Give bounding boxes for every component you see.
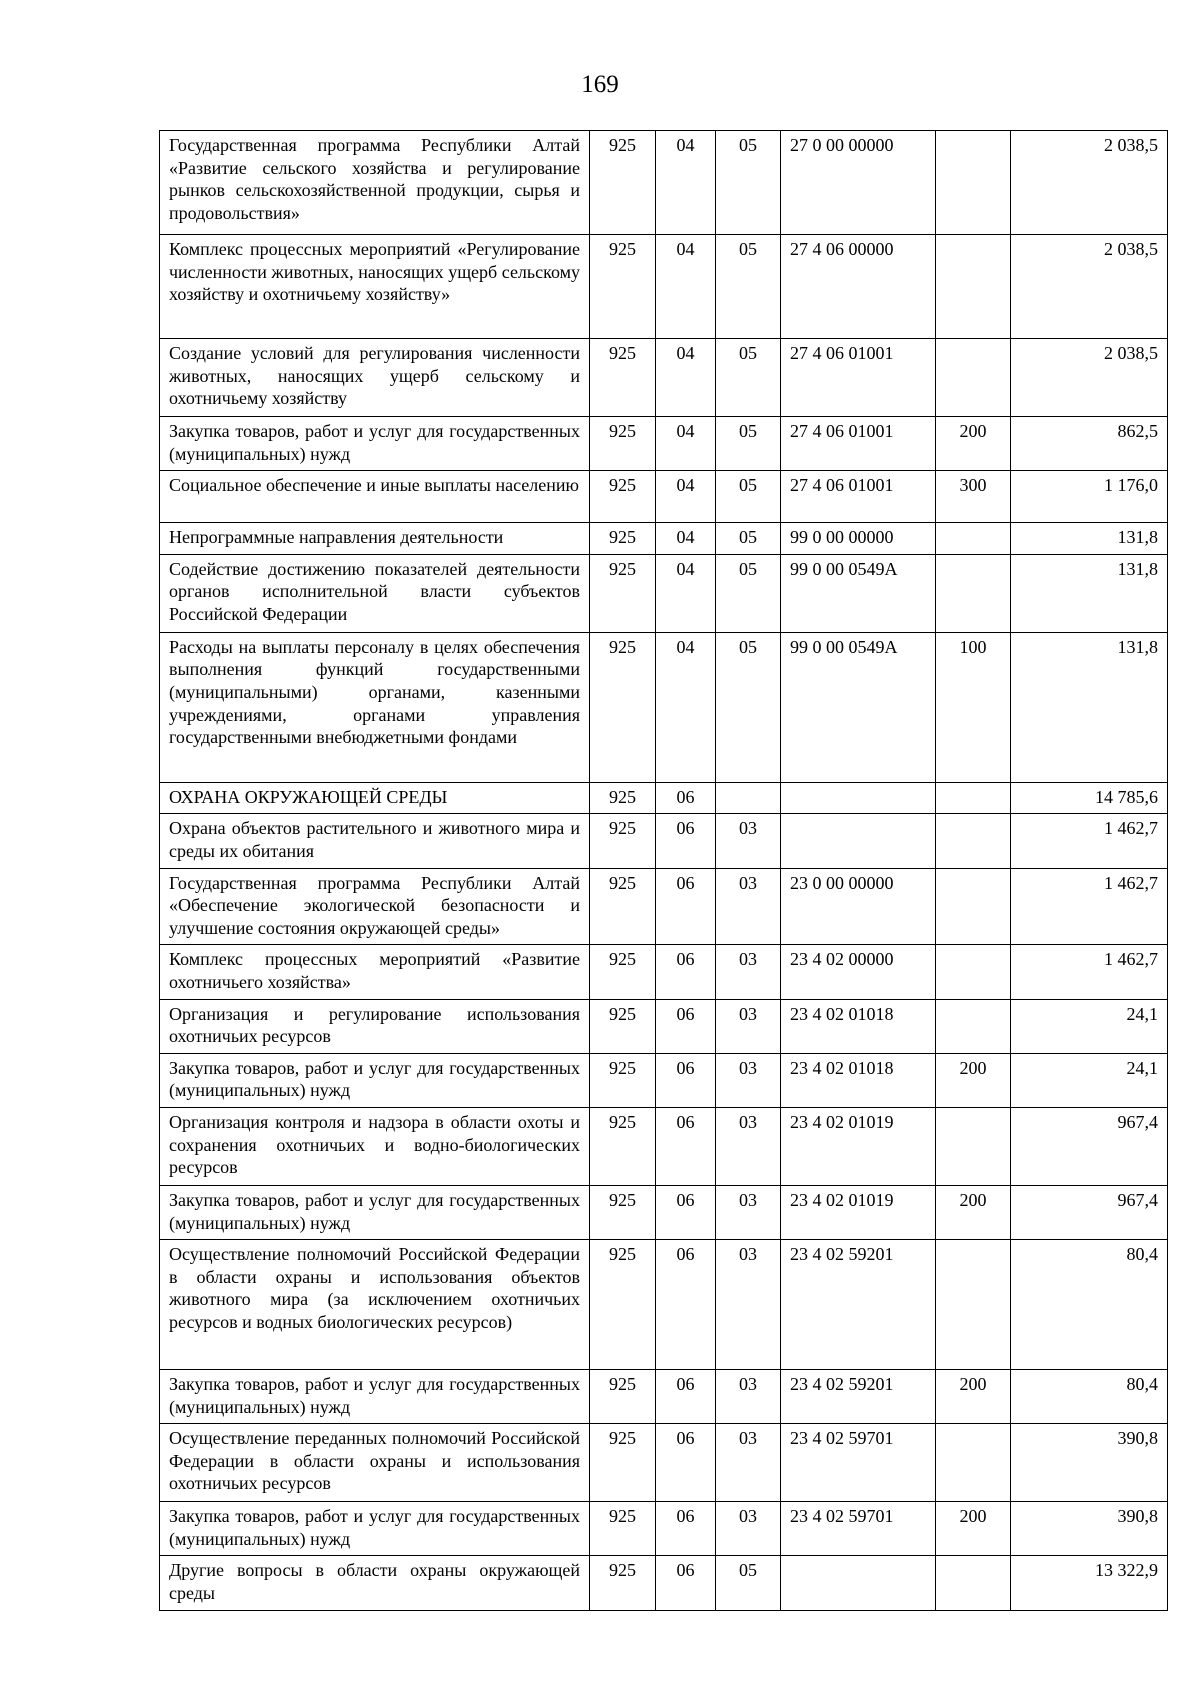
amount: 14 785,6 [1011,782,1168,814]
section-code: 06 [656,1240,716,1370]
section-code: 04 [656,632,716,782]
target-article-code: 23 4 02 59201 [781,1240,936,1370]
expense-type-code [936,1556,1011,1610]
row-name: Другие вопросы в области охраны окружающей среды [160,1556,590,1610]
expense-type-code [936,1424,1011,1502]
section-code: 06 [656,814,716,868]
grbs-code: 925 [590,1240,656,1370]
subsection-code: 03 [716,1370,781,1424]
target-article-code: 27 4 06 01001 [781,417,936,471]
target-article-code [781,1556,936,1610]
section-code: 06 [656,868,716,945]
section-code: 04 [656,554,716,632]
target-article-code: 23 4 02 01019 [781,1107,936,1185]
section-code: 06 [656,1107,716,1185]
target-article-code: 27 4 06 00000 [781,235,936,339]
subsection-code: 03 [716,1424,781,1502]
table-row [160,339,1168,417]
table-row [160,1424,1168,1502]
row-name: Организация контроля и надзора в области охоты и сохранения охотничьих и водно-биологических ресурсов [160,1107,590,1185]
table-row [160,1053,1168,1107]
grbs-code: 925 [590,999,656,1053]
grbs-code: 925 [590,1556,656,1610]
table-row [160,945,1168,999]
amount: 1 176,0 [1011,471,1168,523]
amount: 967,4 [1011,1185,1168,1239]
subsection-code: 03 [716,1185,781,1239]
table-row [160,471,1168,523]
expense-type-code [936,1240,1011,1370]
target-article-code: 23 4 02 01018 [781,999,936,1053]
grbs-code: 925 [590,417,656,471]
amount: 967,4 [1011,1107,1168,1185]
subsection-code: 03 [716,1502,781,1556]
expense-type-code [936,814,1011,868]
subsection-code: 03 [716,868,781,945]
expense-type-code [936,131,1011,235]
grbs-code: 925 [590,782,656,814]
table-row [160,868,1168,945]
row-name: Социальное обеспечение и иные выплаты населению [160,471,590,523]
row-name: Содействие достижению показателей деятельности органов исполнительной власти субъектов Российской Федерации [160,554,590,632]
row-name: Создание условий для регулирования численности животных, наносящих ущерб сельскому и охотничьему хозяйству [160,339,590,417]
table-row [160,523,1168,555]
subsection-code: 05 [716,131,781,235]
amount: 131,8 [1011,523,1168,555]
grbs-code: 925 [590,1424,656,1502]
grbs-code: 925 [590,339,656,417]
table-row [160,1502,1168,1556]
subsection-code: 05 [716,554,781,632]
section-code: 06 [656,945,716,999]
section-code: 06 [656,1370,716,1424]
grbs-code: 925 [590,1107,656,1185]
amount: 131,8 [1011,554,1168,632]
table-row [160,814,1168,868]
table-row [160,999,1168,1053]
grbs-code: 925 [590,814,656,868]
subsection-code: 03 [716,1107,781,1185]
expense-type-code [936,339,1011,417]
target-article-code [781,782,936,814]
amount: 1 462,7 [1011,945,1168,999]
row-name: Комплекс процессных мероприятий «Регулирование численности животных, наносящих ущерб сельскому хозяйству и охотничьему хозяйству» [160,235,590,339]
subsection-code: 05 [716,523,781,555]
section-code: 04 [656,471,716,523]
table-row [160,554,1168,632]
target-article-code: 27 4 06 01001 [781,339,936,417]
expense-type-code [936,782,1011,814]
amount: 390,8 [1011,1424,1168,1502]
table-row [160,131,1168,235]
section-code: 06 [656,1556,716,1610]
table-row [160,782,1168,814]
table-row [160,1107,1168,1185]
subsection-code: 05 [716,632,781,782]
grbs-code: 925 [590,1370,656,1424]
subsection-code: 05 [716,417,781,471]
grbs-code: 925 [590,1053,656,1107]
subsection-code: 05 [716,235,781,339]
subsection-code: 05 [716,1556,781,1610]
subsection-code: 03 [716,1240,781,1370]
budget-table-body [160,131,1168,1611]
amount: 80,4 [1011,1370,1168,1424]
section-code: 06 [656,782,716,814]
section-code: 04 [656,523,716,555]
section-code: 04 [656,235,716,339]
table-row [160,1185,1168,1239]
expense-type-code [936,1107,1011,1185]
target-article-code: 27 0 00 00000 [781,131,936,235]
amount: 862,5 [1011,417,1168,471]
expense-type-code: 100 [936,632,1011,782]
grbs-code: 925 [590,632,656,782]
expense-type-code: 300 [936,471,1011,523]
table-row [160,632,1168,782]
row-name: Государственная программа Республики Алтай «Обеспечение экологической безопасности и улучшение состояния окружающей среды» [160,868,590,945]
amount: 1 462,7 [1011,814,1168,868]
target-article-code: 27 4 06 01001 [781,471,936,523]
expense-type-code: 200 [936,1053,1011,1107]
amount: 24,1 [1011,1053,1168,1107]
expense-type-code [936,945,1011,999]
target-article-code: 23 4 02 59701 [781,1424,936,1502]
table-row [160,417,1168,471]
subsection-code: 03 [716,814,781,868]
grbs-code: 925 [590,523,656,555]
target-article-code: 99 0 00 0549А [781,554,936,632]
amount: 80,4 [1011,1240,1168,1370]
row-name: Закупка товаров, работ и услуг для государственных (муниципальных) нужд [160,1370,590,1424]
subsection-code: 05 [716,339,781,417]
subsection-code: 05 [716,471,781,523]
expense-type-code: 200 [936,1502,1011,1556]
amount: 390,8 [1011,1502,1168,1556]
row-name: Закупка товаров, работ и услуг для государственных (муниципальных) нужд [160,1502,590,1556]
target-article-code: 23 0 00 00000 [781,868,936,945]
target-article-code: 23 4 02 01018 [781,1053,936,1107]
section-code: 04 [656,417,716,471]
section-code: 06 [656,1502,716,1556]
section-code: 04 [656,339,716,417]
grbs-code: 925 [590,471,656,523]
section-code: 04 [656,131,716,235]
grbs-code: 925 [590,1502,656,1556]
target-article-code: 23 4 02 59701 [781,1502,936,1556]
row-name: Охрана объектов растительного и животного мира и среды их обитания [160,814,590,868]
target-article-code: 23 4 02 00000 [781,945,936,999]
subsection-code [716,782,781,814]
section-code: 06 [656,999,716,1053]
subsection-code: 03 [716,999,781,1053]
row-name: Комплекс процессных мероприятий «Развитие охотничьего хозяйства» [160,945,590,999]
grbs-code: 925 [590,131,656,235]
table-row [160,1370,1168,1424]
subsection-code: 03 [716,945,781,999]
section-code: 06 [656,1424,716,1502]
amount: 2 038,5 [1011,339,1168,417]
expense-type-code [936,235,1011,339]
row-name: ОХРАНА ОКРУЖАЮЩЕЙ СРЕДЫ [160,782,590,814]
target-article-code: 23 4 02 59201 [781,1370,936,1424]
row-name: Осуществление переданных полномочий Российской Федерации в области охраны и использования охотничьих ресурсов [160,1424,590,1502]
target-article-code: 99 0 00 0549А [781,632,936,782]
row-name: Закупка товаров, работ и услуг для государственных (муниципальных) нужд [160,1185,590,1239]
grbs-code: 925 [590,554,656,632]
expense-type-code [936,554,1011,632]
row-name: Непрограммные направления деятельности [160,523,590,555]
amount: 1 462,7 [1011,868,1168,945]
row-name: Расходы на выплаты персоналу в целях обеспечения выполнения функций государственными (муниципальными) органами, казенными учреждениями, органами управления государственными внебюджетными фондами [160,632,590,782]
expense-type-code [936,523,1011,555]
expense-type-code: 200 [936,417,1011,471]
amount: 131,8 [1011,632,1168,782]
target-article-code [781,814,936,868]
target-article-code: 23 4 02 01019 [781,1185,936,1239]
row-name: Осуществление полномочий Российской Федерации в области охраны и использования объектов животного мира (за исключением охотничьих ресурсов и водных биологических ресурсов) [160,1240,590,1370]
grbs-code: 925 [590,868,656,945]
grbs-code: 925 [590,235,656,339]
table-row [160,1556,1168,1610]
subsection-code: 03 [716,1053,781,1107]
expense-type-code [936,999,1011,1053]
expense-type-code: 200 [936,1370,1011,1424]
amount: 13 322,9 [1011,1556,1168,1610]
expense-type-code: 200 [936,1185,1011,1239]
amount: 2 038,5 [1011,131,1168,235]
row-name: Государственная программа Республики Алтай «Развитие сельского хозяйства и регулирование рынков сельскохозяйственной продукции, сырья и продовольствия» [160,131,590,235]
row-name: Закупка товаров, работ и услуг для государственных (муниципальных) нужд [160,417,590,471]
section-code: 06 [656,1053,716,1107]
table-row [160,1240,1168,1370]
amount: 24,1 [1011,999,1168,1053]
amount: 2 038,5 [1011,235,1168,339]
section-code: 06 [656,1185,716,1239]
page-number: 169 [581,71,619,98]
target-article-code: 99 0 00 00000 [781,523,936,555]
budget-table [159,130,1168,1611]
row-name: Закупка товаров, работ и услуг для государственных (муниципальных) нужд [160,1053,590,1107]
row-name: Организация и регулирование использования охотничьих ресурсов [160,999,590,1053]
grbs-code: 925 [590,1185,656,1239]
table-row [160,235,1168,339]
grbs-code: 925 [590,945,656,999]
expense-type-code [936,868,1011,945]
